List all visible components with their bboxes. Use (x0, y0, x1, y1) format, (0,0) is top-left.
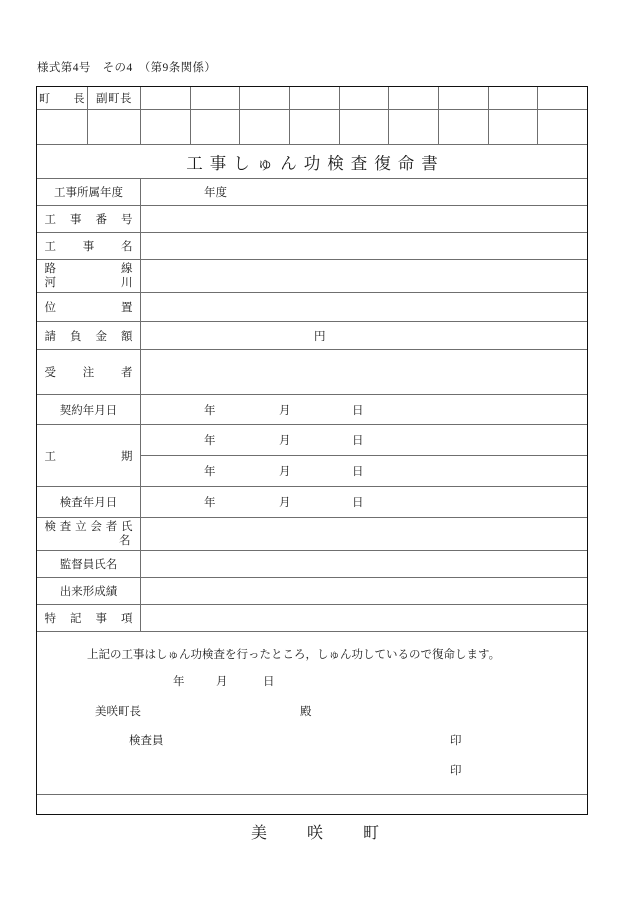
value-route-river-name[interactable] (141, 260, 588, 293)
stamp-box-4[interactable] (190, 110, 240, 145)
value-construction-number[interactable] (141, 206, 588, 233)
label-river: 河 川 (44, 277, 133, 289)
stamp-header-blank-1 (141, 87, 191, 110)
mark-year: 年 (204, 497, 216, 509)
mark-fiscal-year-unit: 年度 (204, 187, 227, 199)
statement-mark-day: 日 (263, 676, 275, 688)
stamp-header-blank-5 (339, 87, 389, 110)
stamp-box-mayor[interactable] (37, 110, 88, 145)
addressee-honorific: 殿 (300, 706, 312, 718)
stamp-signature-row (37, 110, 588, 145)
mark-month: 月 (279, 497, 291, 509)
label-construction-name: 工事名 (37, 233, 141, 260)
page-title: 工事しゅん功検査復命書 (186, 153, 445, 173)
label-route-river-name (37, 260, 141, 293)
stamp-box-3[interactable] (141, 110, 191, 145)
stamp-box-5[interactable] (240, 110, 290, 145)
label-supervisor-name: 監督員氏名 (37, 551, 141, 578)
mark-year: 年 (204, 466, 216, 478)
mark-day: 日 (352, 497, 364, 509)
document-title-cell (37, 145, 588, 179)
statement-mark-month: 月 (216, 676, 228, 688)
stamp-label-mayor: 町 長 (37, 87, 88, 110)
row-work-period-start (37, 425, 588, 456)
stamp-header-blank-8 (488, 87, 538, 110)
stamp-box-6[interactable] (289, 110, 339, 145)
row-contractor (37, 350, 588, 395)
label-inspection-witness-name (37, 518, 141, 551)
stamp-header-blank-4 (289, 87, 339, 110)
label-route: 路 線 (44, 262, 133, 275)
mark-day: 日 (352, 404, 364, 417)
footer-town-name: 美 咲 町 (250, 825, 391, 842)
row-workmanship-grade (37, 578, 588, 605)
label-contract-date: 契約年月日 (37, 395, 141, 425)
statement-mark-year: 年 (173, 676, 185, 688)
stamp-box-8[interactable] (389, 110, 439, 145)
stamp-box-7[interactable] (339, 110, 389, 145)
row-special-notes (37, 605, 588, 632)
mark-month: 月 (279, 466, 291, 478)
title-row (37, 145, 588, 179)
row-contract-date (37, 395, 588, 425)
statement-row (37, 632, 588, 795)
label-inspection-date: 検査年月日 (37, 487, 141, 518)
stamp-box-9[interactable] (438, 110, 488, 145)
row-inspection-date (37, 487, 588, 518)
mark-yen-unit: 円 (314, 330, 326, 343)
value-inspection-date[interactable] (141, 487, 588, 518)
label-work-period: 工期 (37, 425, 141, 487)
stamp-box-deputy-mayor[interactable] (88, 110, 141, 145)
row-location (37, 293, 588, 322)
label-construction-number: 工事番号 (37, 206, 141, 233)
mark-month: 月 (279, 435, 291, 447)
value-special-notes[interactable] (141, 605, 588, 632)
value-work-period-start[interactable] (141, 425, 588, 456)
seal-mark-2[interactable]: 印 (450, 765, 462, 777)
label-contract-amount: 請負金額 (37, 322, 141, 350)
stamp-header-blank-2 (190, 87, 240, 110)
mark-day: 日 (352, 466, 364, 478)
stamp-header-blank-9 (538, 87, 588, 110)
row-contract-amount (37, 322, 588, 350)
stamp-label-deputy-mayor: 副町長 (88, 87, 141, 110)
label-special-notes: 特記事項 (37, 605, 141, 632)
value-construction-name[interactable] (141, 233, 588, 260)
label-contractor: 受注者 (37, 350, 141, 395)
value-contract-date[interactable] (141, 395, 588, 425)
value-supervisor-name[interactable] (141, 551, 588, 578)
value-contract-amount[interactable] (141, 322, 588, 350)
value-work-period-end[interactable] (141, 456, 588, 487)
mark-year: 年 (204, 435, 216, 447)
stamp-box-10[interactable] (488, 110, 538, 145)
label-witness-line2: 名 (119, 535, 131, 547)
stamp-header-blank-3 (240, 87, 290, 110)
row-fiscal-year (37, 179, 588, 206)
mark-year: 年 (204, 404, 216, 417)
row-construction-name (37, 233, 588, 260)
label-witness-line1: 検査立会者氏 (44, 520, 133, 533)
value-location[interactable] (141, 293, 588, 322)
row-inspection-witness-name (37, 518, 588, 551)
statement-block (37, 632, 588, 795)
value-fiscal-year[interactable] (141, 179, 588, 206)
addressee-mayor: 美咲町長 (95, 706, 141, 718)
stamp-box-11[interactable] (538, 110, 588, 145)
form-number: 様式第4号 その4 （第9条関係） (37, 62, 217, 74)
label-workmanship-grade: 出来形成績 (37, 578, 141, 605)
mark-month: 月 (279, 404, 291, 417)
statement-text: 上記の工事はしゅん功検査を行ったところ，しゅん功しているので復命します。 (87, 649, 501, 661)
row-supervisor-name (37, 551, 588, 578)
value-workmanship-grade[interactable] (141, 578, 588, 605)
value-contractor[interactable] (141, 350, 588, 395)
stamp-header-blank-6 (389, 87, 439, 110)
row-construction-number (37, 206, 588, 233)
stamp-header-blank-7 (438, 87, 488, 110)
row-route-river-name (37, 260, 588, 293)
inspector-label: 検査員 (129, 735, 164, 747)
label-fiscal-year: 工事所属年度 (37, 179, 141, 206)
mark-day: 日 (352, 435, 364, 447)
seal-mark-1[interactable]: 印 (450, 735, 462, 747)
value-inspection-witness-name[interactable] (141, 518, 588, 551)
stamp-header-row (37, 87, 588, 110)
construction-inspection-form-table (36, 86, 588, 795)
label-location: 位置 (37, 293, 141, 322)
